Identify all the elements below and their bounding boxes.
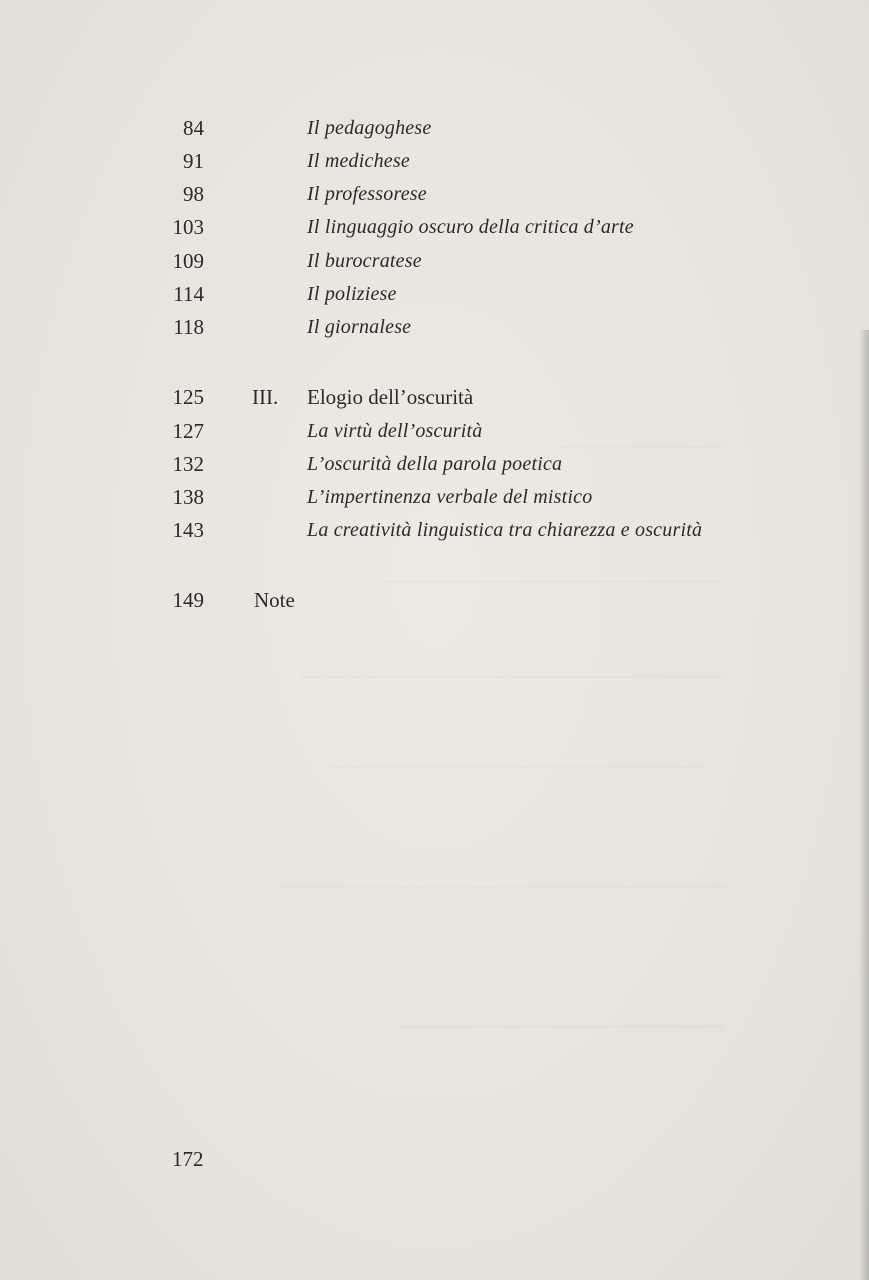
toc-entry-title: Il professorese [307,183,427,205]
toc-entry-title: La creatività linguistica tra chiarezza e oscurità [307,519,703,541]
toc-entry-title: Il medichese [307,150,410,172]
toc-page-number: 103 [172,215,204,239]
show-through-text: ~~~~~~~~~~~~~~~~~~~~~~~~~~~~~~~~~~~~~~~~~~ [380,575,721,591]
toc-page-number: 118 [173,315,204,339]
toc-entry-title: L’impertinenza verbale del mistico [307,486,593,508]
toc-entry-title: Il burocratese [307,250,422,272]
page-edge-shadow [859,330,869,1280]
show-through-text: ~~~~~~~~~~~~~~~~~~~~ [560,440,723,456]
toc-page-number: 109 [172,249,204,273]
show-through-text: ~~~~~~~~~~~~~~~~~~~~~~~~~~~~~~~~~~~~~~~~ [400,1020,725,1036]
chapter-numeral: III. [252,385,279,409]
show-through-text: ~~~~~~~~~~~~~~~~~~~~~~~~~~~~~~~~~~~~~~~~~~~~~~~~~~~~~~~ [280,880,727,896]
toc-entry-title: L’oscurità della parola poetica [307,453,563,475]
toc-page-number: 143 [172,518,204,542]
folio-page-number: 172 [172,1147,204,1171]
toc-page-number: 98 [183,182,204,206]
toc-page-number: 114 [173,282,204,306]
toc-entry-title: Il poliziese [307,283,397,305]
toc-page-number: 91 [183,149,204,173]
toc-page-number: 149 [172,588,204,612]
toc-page-number: 84 [183,116,204,140]
toc-page-number: 125 [172,385,204,409]
show-through-text: ~~~~~~~~~~~~~~~~~~~~~~~~~~~~~~~~~~~~~~~~~~~~~~ [330,760,704,776]
toc-entry-title: Il giornalese [307,316,412,338]
notes-title: Note [254,588,295,612]
toc-entry-title: Il pedagoghese [307,117,432,139]
toc-entry-title: Il linguaggio oscuro della critica d’arte [307,216,634,238]
show-through-text: ~~~~~~~~~~~~~~~~~~~~~~~~~~~~~~~~~~~~~~~~~~~~~~~~~~~~ [300,670,722,686]
toc-page-number: 138 [172,485,204,509]
toc-page-number: 132 [172,452,204,476]
toc-page-number: 127 [172,419,204,443]
toc-entry-title: La virtù dell’oscurità [307,420,483,442]
chapter-title: Elogio dell’oscurità [307,385,474,409]
